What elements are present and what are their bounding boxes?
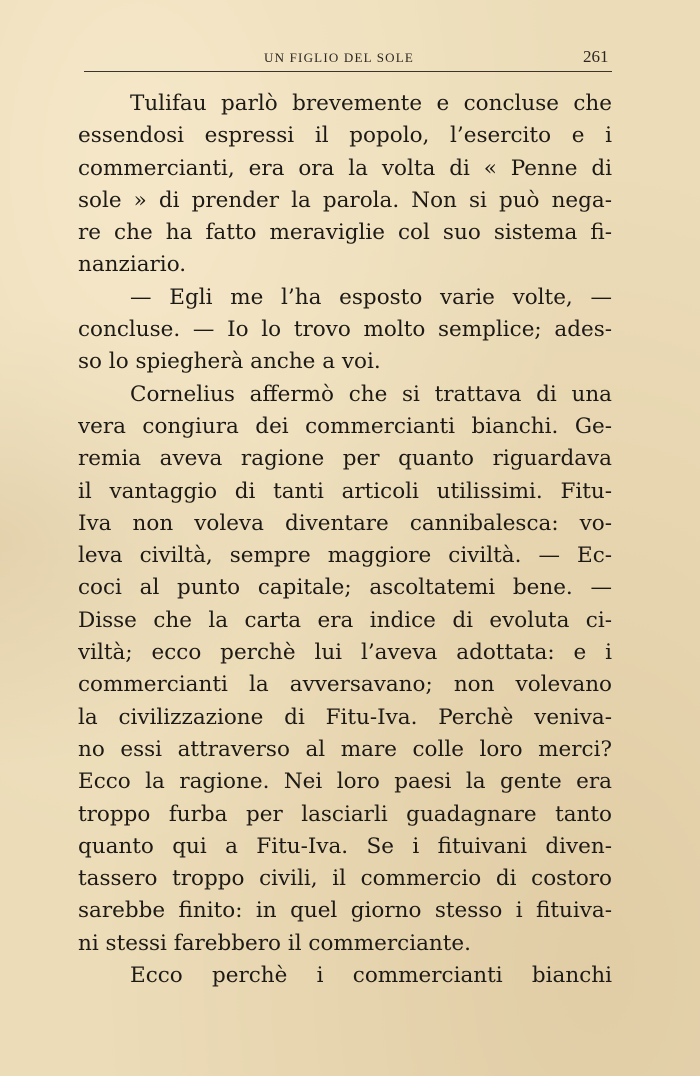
text-line: re che ha fatto meraviglie col suo sistema fi- (78, 220, 612, 246)
text-line: viltà; ecco perchè lui l’aveva adottata: e i (78, 640, 612, 666)
text-line: Disse che la carta era indice di evoluta ci- (78, 607, 612, 633)
text-line: quanto qui a Fitu-Iva. Se i fituivani diven- (78, 833, 612, 859)
body-text (78, 88, 612, 992)
text-line: ni stessi farebbero il commerciante. (78, 930, 471, 956)
page-number: 261 (583, 47, 609, 66)
text-line: Ecco perchè i commercianti bianchi (130, 963, 612, 989)
text-line: sole » di prender la parola. Non si può nega- (78, 187, 612, 213)
text-line: Ecco la ragione. Nei loro paesi la gente era (78, 769, 612, 795)
text-line: leva civiltà, sempre maggiore civiltà. — Ec- (78, 543, 612, 569)
header-rule (84, 71, 612, 72)
text-line: vera congiura dei commercianti bianchi. Ge- (78, 413, 612, 439)
text-line: remia aveva ragione per quanto riguardava (78, 446, 612, 472)
text-line: — Egli me l’ha esposto varie volte, — (130, 284, 612, 310)
text-line: sarebbe finito: in quel giorno stesso i fituiva- (78, 898, 612, 924)
text-line: commercianti la avversavano; non volevano (78, 672, 612, 698)
text-line: troppo furba per lasciarli guadagnare tanto (78, 801, 612, 827)
text-line: commercianti, era ora la volta di « Penne di (78, 155, 612, 181)
text-line: coci al punto capitale; ascoltatemi bene. — (78, 575, 612, 601)
text-line: so lo spiegherà anche a voi. (78, 349, 381, 375)
text-line: Tulifau parlò brevemente e concluse che (130, 91, 612, 116)
text-line: tassero troppo civili, il commercio di costoro (78, 866, 612, 892)
text-line: essendosi espressi il popolo, l’esercito e i (78, 123, 612, 149)
text-line: nanziario. (78, 252, 187, 278)
text-line: no essi attraverso al mare colle loro merci? (78, 736, 612, 762)
text-line: Iva non voleva diventare cannibalesca: vo- (78, 510, 612, 536)
text-line: concluse. — Io lo trovo molto semplice; ades- (78, 317, 612, 343)
text-line: Cornelius affermò che si trattava di una (130, 381, 612, 407)
text-line: la civilizzazione di Fitu-Iva. Perchè veniva- (78, 704, 612, 730)
running-title: UN FIGLIO DEL SOLE (264, 50, 415, 65)
text-line: il vantaggio di tanti articoli utilissimi. Fitu- (78, 478, 612, 504)
